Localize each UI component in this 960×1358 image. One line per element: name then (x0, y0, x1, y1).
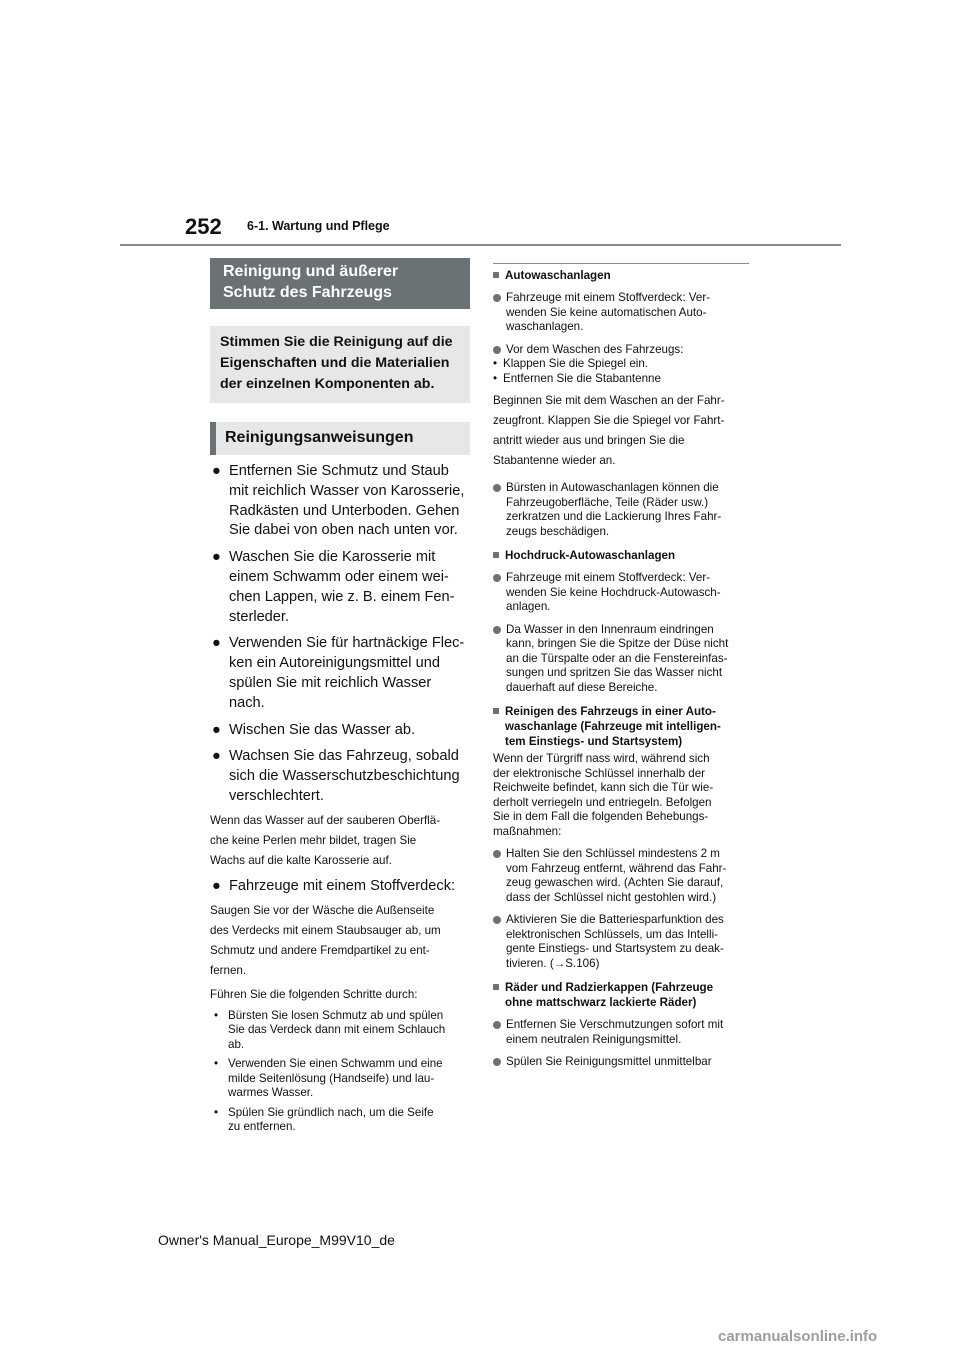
para-line: der elektronische Schlüssel innerhalb der (493, 766, 706, 780)
list-item (210, 548, 470, 627)
item-line: anlagen. (506, 600, 551, 613)
bullet-icon: ● (212, 721, 221, 738)
step-item (210, 1009, 470, 1053)
step-line: Spülen Sie gründlich nach, um die Seife (228, 1105, 434, 1119)
bullet-icon: • (493, 357, 498, 370)
sub-steps (493, 357, 749, 386)
chapter-heading (210, 258, 470, 309)
circle-bullet-icon (493, 294, 501, 302)
para-line: Beginnen Sie mit dem Waschen an der Fahr- (493, 394, 725, 407)
para-line: Stabantenne wieder an. (493, 454, 616, 467)
item-line: einem neutralen Reinigungsmittel. (506, 1032, 682, 1046)
circle-bullet-icon (493, 1058, 501, 1066)
item-line: dass der Schlüssel nicht gestohlen wird.) (506, 890, 717, 904)
bullet-icon: ● (212, 635, 221, 652)
bullet-icon: ● (212, 877, 221, 894)
list-item (210, 462, 470, 541)
topic-item (493, 481, 749, 539)
para-line: Reichweite befindet, kann sich die Tür wie- (493, 781, 714, 794)
door-lock-paragraph (493, 752, 749, 839)
topic-heading-text: Räder und Radzierkappen (Fahrzeuge (505, 981, 714, 994)
square-bullet-icon (493, 552, 499, 558)
circle-bullet-icon (493, 1021, 501, 1029)
bullet-icon: • (493, 371, 498, 385)
note-line: Schmutz und andere Fremdpartikel zu ent- (210, 943, 430, 957)
list-item-text: Verwenden Sie für hartnäckige Flec-ken ein Autoreinigungsmittel und spülen Sie mit reichlich Wasser nach. (229, 635, 465, 711)
bullet-icon: • (214, 1057, 219, 1071)
topic-item (493, 623, 749, 696)
note-line: Saugen Sie vor der Wäsche die Außenseite (210, 903, 435, 917)
topic-heading-text: waschanlage (Fahrzeuge mit intelligen- (505, 720, 721, 733)
list-item-text: Entfernen Sie Schmutz und Staub mit reichlich Wasser von Karosserie, Radkästen und Unterboden. Gehen Sie dabei von oben nach unten vor. (229, 463, 465, 539)
topic-item (493, 1018, 749, 1047)
item-line: dauerhaft auf diese Bereiche. (506, 680, 658, 694)
intro-line: Eigenschaften und die Materialien (220, 355, 450, 371)
topic-heading-text: Autowaschanlagen (505, 269, 611, 282)
item-line: Entfernen Sie Verschmutzungen sofort mit (506, 1018, 724, 1031)
topic-item (493, 291, 749, 335)
item-line: Vor dem Waschen des Fahrzeugs: (506, 342, 684, 356)
step-line: Verwenden Sie einen Schwamm und eine (228, 1057, 443, 1071)
step-item (210, 1106, 470, 1135)
circle-bullet-icon (493, 346, 501, 354)
step-line: Bürsten Sie losen Schmutz ab und spülen (228, 1008, 444, 1022)
step-line: ab. (228, 1037, 245, 1051)
list-item-text: Wischen Sie das Wasser ab. (229, 721, 416, 738)
item-line: Spülen Sie Reinigungsmittel unmittelbar (506, 1055, 712, 1068)
circle-bullet-icon (493, 484, 501, 492)
para-line: derholt verriegeln und entriegeln. Befolgen (493, 795, 712, 809)
list-item (210, 877, 470, 897)
intro-box (210, 326, 470, 403)
topic-heading (493, 548, 749, 563)
square-bullet-icon (493, 984, 499, 990)
sub-step-text: Klappen Sie die Spiegel ein. (503, 357, 649, 370)
para-line: antritt wieder aus und bringen Sie die (493, 434, 685, 447)
note-line: che keine Perlen mehr bildet, tragen Sie (210, 833, 417, 847)
item-line: wenden Sie keine Hochdruck-Autowasch- (506, 585, 721, 599)
list-item (210, 721, 470, 741)
circle-bullet-icon (493, 574, 501, 582)
topic-heading (493, 268, 749, 283)
topic-heading-text: Reinigen des Fahrzeugs in einer Auto- (505, 705, 716, 718)
step-line: warmes Wasser. (228, 1086, 314, 1100)
steps-intro: Führen Sie die folgenden Schritte durch: (210, 987, 418, 1001)
steps-list (210, 1009, 470, 1135)
chapter-heading-line: Reinigung und äußerer (223, 263, 399, 280)
item-line: Da Wasser in den Innenraum eindringen (506, 622, 714, 636)
header-rule (120, 244, 841, 246)
subsection-heading: Reinigungsanweisungen (210, 422, 470, 455)
page-reference-link[interactable]: tivieren. (→S.106) (506, 956, 600, 970)
page-number: 252 (185, 214, 222, 239)
note-line: des Verdecks mit einem Staubsauger ab, um (210, 923, 441, 937)
topic-item (493, 571, 749, 615)
item-line: wenden Sie keine automatischen Auto- (506, 305, 707, 319)
list-item-text: Waschen Sie die Karosserie mit einem Schwamm oder einem wei-chen Lappen, wie z. B. einem Fen-sterleder. (229, 549, 455, 625)
topic-item (493, 913, 749, 971)
item-line: Aktivieren Sie die Batteriesparfunktion des (506, 913, 724, 926)
left-column (210, 258, 470, 1140)
footer-manual-id: Owner's Manual_Europe_M99V10_de (158, 1232, 395, 1248)
intro-line: der einzelnen Komponenten ab. (220, 376, 435, 392)
topic-heading-text: Hochdruck-Autowaschanlagen (505, 549, 676, 562)
circle-bullet-icon (493, 850, 501, 858)
circle-bullet-icon (493, 916, 501, 924)
step-line: zu entfernen. (228, 1120, 296, 1134)
item-line: Halten Sie den Schlüssel mindestens 2 m (506, 847, 720, 860)
item-line: sungen und spritzen Sie das Wasser nicht (506, 666, 723, 679)
list-item-text: Wachsen Sie das Fahrzeug, sobald sich die Wasserschutzbeschichtung verschlechtert. (229, 748, 460, 804)
bullet-icon: • (214, 1105, 219, 1119)
item-line: zeug gewaschen wird. (Achten Sie darauf, (506, 876, 724, 889)
sub-step (493, 357, 749, 372)
wax-note (210, 811, 470, 871)
item-line: waschanlagen. (506, 320, 584, 333)
item-line: gente Einstiegs- und Startsystem zu deak- (506, 942, 724, 955)
chapter-heading-line: Schutz des Fahrzeugs (223, 284, 392, 301)
circle-bullet-icon (493, 626, 501, 634)
list-item (210, 634, 470, 713)
right-column (493, 263, 749, 1070)
topic-heading-text: tem Einstiegs- und Startsystem) (505, 735, 683, 748)
square-bullet-icon (493, 272, 499, 278)
wash-paragraph (493, 391, 749, 471)
topic-item (493, 1055, 749, 1070)
step-item (210, 1057, 470, 1101)
softtop-note (210, 901, 470, 981)
watermark: carmanualsonline.info (718, 1328, 878, 1345)
para-line: zeugfront. Klappen Sie die Spiegel vor Fahrt- (493, 414, 725, 427)
item-line: Fahrzeuge mit einem Stoffverdeck: Ver- (506, 291, 711, 304)
instruction-list (210, 462, 470, 807)
item-line: Fahrzeugoberfläche, Teile (Räder usw.) (506, 495, 709, 509)
note-line: fernen. (210, 963, 247, 977)
item-line: kann, bringen Sie die Spitze der Düse nicht (506, 637, 729, 650)
topic-item (493, 847, 749, 905)
square-bullet-icon (493, 708, 499, 714)
list-item (210, 747, 470, 806)
step-line: milde Seitenlösung (Handseife) und lau- (228, 1071, 435, 1085)
section-title: 6-1. Wartung und Pflege (247, 219, 390, 233)
sub-step (493, 372, 749, 387)
para-line: Sie in dem Fall die folgenden Behebungs- (493, 810, 709, 823)
bullet-icon: ● (212, 748, 221, 765)
para-line: maßnahmen: (493, 824, 562, 838)
topic-heading (493, 980, 749, 1010)
topic-item (493, 343, 749, 358)
note-line: Wenn das Wasser auf der sauberen Oberflä- (210, 813, 441, 827)
bullet-icon: ● (212, 549, 221, 566)
intro-line: Stimmen Sie die Reinigung auf die (220, 334, 453, 350)
bullet-icon: ● (212, 463, 221, 479)
note-line: Wachs auf die kalte Karosserie auf. (210, 853, 392, 867)
topic-heading-text: ohne mattschwarz lackierte Räder) (505, 996, 697, 1009)
item-line: Bürsten in Autowaschanlagen können die (506, 481, 719, 494)
item-line: an die Türspalte oder an die Fenstereinfas- (506, 651, 728, 665)
topic-heading (493, 704, 749, 749)
item-line: vom Fahrzeug entfernt, während das Fahr- (506, 861, 727, 875)
step-line: Sie das Verdeck dann mit einem Schlauch (228, 1023, 446, 1037)
para-line: Wenn der Türgriff nass wird, während sich (493, 752, 710, 765)
item-line: Fahrzeuge mit einem Stoffverdeck: Ver- (506, 571, 711, 584)
item-line: zeugs beschädigen. (506, 524, 610, 538)
sub-step-text: Entfernen Sie die Stabantenne (503, 371, 661, 385)
column-rule (493, 263, 749, 264)
item-line: elektronischen Schlüssels, um das Intelli- (506, 927, 719, 941)
list-item-text: Fahrzeuge mit einem Stoffverdeck: (229, 877, 456, 894)
item-line: zerkratzen und die Lackierung Ihres Fahr- (506, 510, 722, 523)
bullet-icon: • (214, 1008, 219, 1022)
